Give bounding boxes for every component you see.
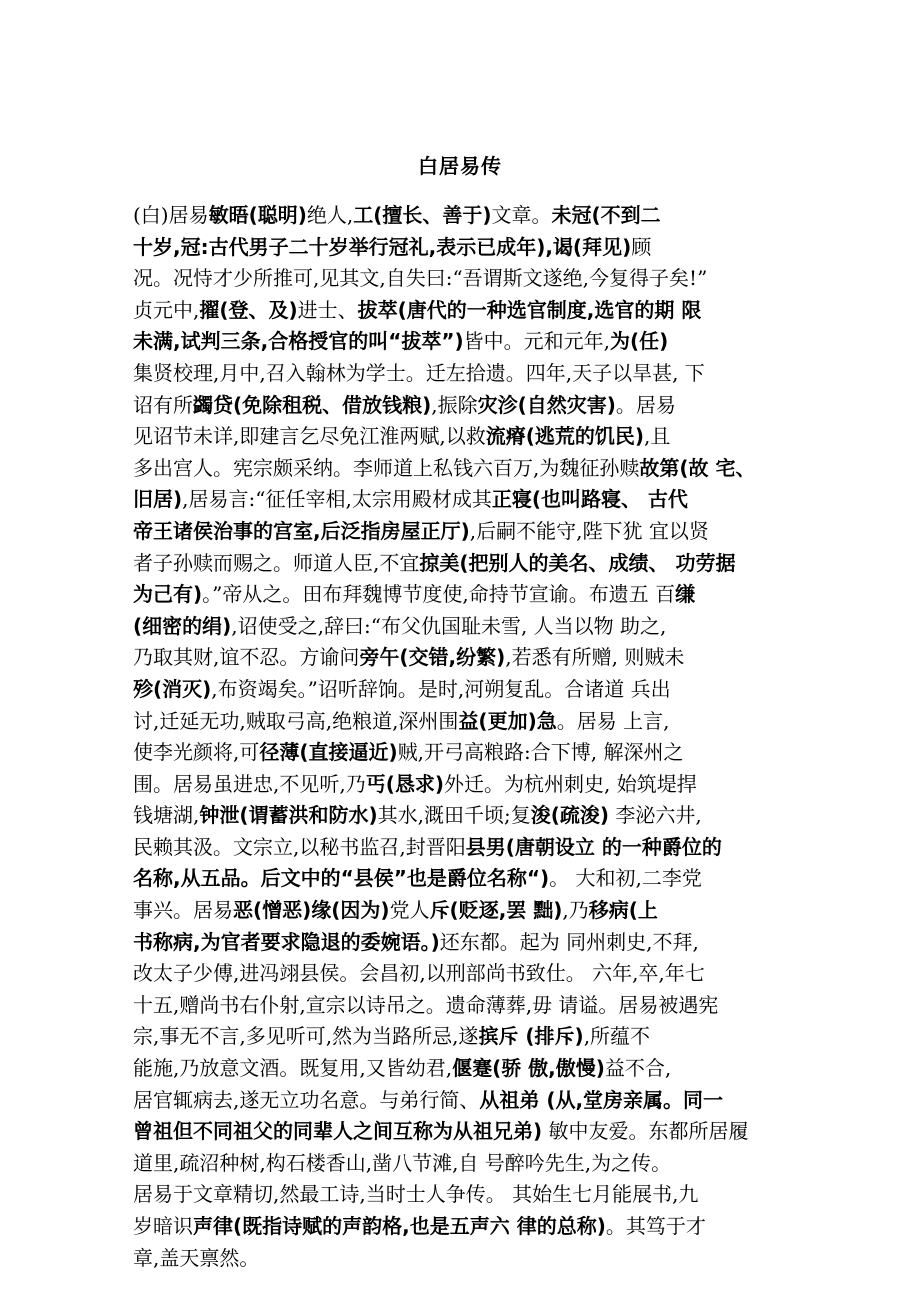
text-line [133, 484, 805, 516]
annotation-text: 帝王诸侯治事的宫室,后泛指房屋正厅) [133, 518, 470, 543]
body-text-run: 事兴。居易 [133, 898, 233, 923]
annotation-text: 缣 [675, 582, 696, 607]
text-line [133, 1148, 805, 1180]
annotation-text: 益(更加)急 [458, 708, 557, 733]
text-line [133, 1211, 805, 1243]
body-text-run: 民赖其汲。文宗立,以秘书监召,封晋阳 [133, 834, 466, 859]
body-text-run: 党人 [389, 898, 430, 923]
annotation-text: 蠲贷(免除租税、借放钱粮) [193, 392, 432, 417]
body-text-run: 居官辄病去,遂无立功名意。与弟行简、 [133, 1087, 480, 1112]
body-text-run: 道里,疏沼种树,构石楼香山,凿八节滩,自 号醉吟先生,为之传。 [133, 1150, 672, 1175]
text-line [133, 611, 805, 643]
annotation-text: (细密的绢) [133, 613, 232, 638]
annotation-text: 名称,从五品。后文中的“县侯”也是爵位名称“) [133, 866, 550, 891]
body-text-run: 集贤校理,月中,召入翰林为学士。迁左拾遗。四年,天子以旱甚, 下 [133, 360, 705, 385]
annotation-text: 灾沴(自然灾害) [477, 392, 616, 417]
body-text-run: 文章。 [491, 203, 552, 227]
annotation-text: 为(任) [609, 329, 669, 354]
document-title: 白居易传 [418, 154, 502, 178]
body-text-run: 贞元中, [133, 297, 200, 322]
body-text-run: 进士、 [297, 297, 358, 322]
text-line [133, 548, 805, 580]
annotation-text: 曾祖但不同祖父的同辈人之间互称为从祖兄弟) [133, 1119, 543, 1144]
annotation-text: 擢(登、及) [199, 297, 298, 322]
annotation-text: 殄(消灭) [133, 676, 212, 701]
body-text-run: ,且 [644, 424, 671, 449]
annotation-text: 正寝(也叫路寝、 古代 [491, 487, 688, 512]
annotation-text: 径薄(直接逼近) [259, 740, 398, 765]
body-text-run: 十五,赠尚书右仆射,宣宗以诗吊之。遗命薄葬,毋 请谥。居易被遇宪 [133, 992, 719, 1017]
body-text-run: 居易于文章精切,然最工诗,当时士人争传。 其始生七月能展书,九 [133, 1182, 699, 1207]
body-text-run: 。其笃于才 [605, 1214, 706, 1238]
body-text-run: ,所蕴不 [583, 1024, 651, 1049]
annotation-text: 掠美(把别人的美名、成绩、 功劳据 [419, 550, 736, 575]
text-line [133, 200, 805, 232]
body-text-run: 诏有所 [133, 392, 193, 417]
annotation-text: 书称病,为官者要求隐退的委婉语。) [133, 929, 440, 954]
text-line [133, 1243, 805, 1275]
text-line [133, 927, 805, 959]
annotation-text: 声律(既指诗赋的声韵格,也是五声六 律的总称) [193, 1214, 606, 1238]
body-text-run: 。居易 [615, 392, 676, 417]
body-text-run: ,居易言:“征任宰相,太宗用殿材成其 [182, 487, 492, 512]
annotation-text: 丐(恳求) [365, 771, 444, 796]
annotation-text: 旧居) [133, 487, 183, 512]
body-text-run: 乃取其财,谊不忍。方谕问 [133, 645, 360, 670]
text-line [133, 516, 805, 548]
text-line [133, 990, 805, 1022]
body-text-run: 讨,迁延无功,贼取弓高,绝粮道,深州围 [133, 708, 459, 733]
body-text-run: 围。居易虽进忠,不见听,乃 [133, 771, 366, 796]
body-text-run: 。居易 上言, [556, 708, 670, 733]
annotation-text: 摈斥 (排斥) [478, 1024, 584, 1049]
annotation-text: 钟泄(谓蓄洪和防水) [199, 803, 378, 828]
body-text-run: 多出宫人。宪宗颇采纳。李师道上私钱六百万,为魏征孙赎 [133, 455, 640, 480]
text-line [133, 1179, 805, 1211]
text-line [133, 232, 805, 264]
body-text-run: 益不合, [604, 1056, 672, 1081]
body-text-run: 顾 [631, 234, 652, 259]
body-text-run: 皆中。元和元年, [463, 329, 610, 354]
text-line [133, 295, 805, 327]
annotation-text: 移病(上 [588, 898, 658, 923]
annotation-text: 浚(疏浚) [530, 803, 610, 828]
body-text-run: ,乃 [562, 898, 589, 923]
annotation-text: 偃蹇(骄 傲,傲慢) [452, 1056, 605, 1081]
text-line [133, 863, 805, 895]
body-text-run: 改太子少傅,进冯翊县侯。会昌初,以刑部尚书致仕。 六年,卒,年七 [133, 961, 705, 986]
text-line [133, 706, 805, 738]
body-text-run: 其水,溉田千顷;复 [377, 803, 531, 828]
annotation-text: 故第(故 宅、 [639, 455, 756, 480]
text-line [133, 263, 805, 295]
body-text-run: 。”帝从之。田布拜魏博节度使,命持节宣谕。布遗五 百 [202, 582, 676, 607]
annotation-text: 敏晤(聪明) [208, 203, 307, 227]
text-line [133, 832, 805, 864]
body-text-run: 敏中友爱。东都所居履 [542, 1119, 749, 1144]
annotation-text: 工(擅长、善于) [353, 203, 492, 227]
text-line [133, 358, 805, 390]
body-text-run: 宗,事无不言,多见听可,然为当路所忌,遂 [133, 1024, 479, 1049]
body-text-run: 者子孙赎而赐之。师道人臣,不宜 [133, 550, 420, 575]
body-text-run: 李泌六井, [609, 803, 702, 828]
text-line [133, 1021, 805, 1053]
annotation-text: 斥(贬逐,罢 黜) [429, 898, 563, 923]
body-text-run: ,后嗣不能守,陛下犹 宜以贤 [469, 518, 709, 543]
annotation-text: 拔萃(唐代的一种选官制度,选官的期 限 [357, 297, 702, 322]
body-text-run: 岁暗识 [133, 1214, 193, 1238]
text-line [133, 1085, 805, 1117]
annotation-text: 十岁,冠:古代男子二十岁举行冠礼,表示已成年),谒(拜见) [133, 234, 632, 259]
annotation-text: 未满,试判三条,合格授官的叫“拔萃”) [133, 329, 464, 354]
body-text-run: ,布资竭矣。”诏听辞饷。是时,河朔复乱。合诸道 兵出 [211, 676, 671, 701]
text-line [133, 1116, 805, 1148]
annotation-text: 县男(唐朝设立 的一种爵位的 [465, 834, 722, 859]
body-text-run: 况。况恃才少所推可,见其文,自失曰:“吾谓斯文遂绝,今复得子矣!” [133, 266, 708, 291]
text-line [133, 800, 805, 832]
text-line [133, 895, 805, 927]
body-text-run: 章,盖天禀然。 [133, 1245, 260, 1270]
annotation-text: 从祖弟 (从,堂房亲属。同一 [479, 1087, 724, 1112]
body-text-run: 使李光颜将,可 [133, 740, 260, 765]
text-line [133, 579, 805, 611]
annotation-text: 旁午(交错,纷繁) [359, 645, 506, 670]
body-text-run: 钱塘湖, [133, 803, 200, 828]
body-text-run: (白)居易 [133, 203, 209, 227]
body-text-run: 贼,开弓高粮路:合下博, 解深州之 [397, 740, 684, 765]
document-body [133, 200, 805, 1274]
body-text-run: 能施,乃放意文酒。既复用,又皆幼君, [133, 1056, 453, 1081]
annotation-text: 流瘠(逃荒的饥民) [485, 424, 644, 449]
body-text-run: ,振除 [431, 392, 478, 417]
body-text-run: 。 大和初,二李党 [549, 866, 702, 891]
text-line [133, 642, 805, 674]
body-text-run: 外迁。为杭州刺史, 始筑堤捍 [444, 771, 697, 796]
annotation-text: 恶(憎恶)缘(因为) [233, 898, 390, 923]
text-line [133, 769, 805, 801]
text-line [133, 674, 805, 706]
body-text-run: ,诏使受之,辞曰:“布父仇国耻未雪, 人当以物 助之, [231, 613, 667, 638]
text-line [133, 958, 805, 990]
body-text-run: 见诏节未详,即建言乞尽免江淮两赋,以救 [133, 424, 486, 449]
body-text-run: 还东都。起为 同州刺史,不拜, [439, 929, 699, 954]
body-text-run: 绝人, [306, 203, 354, 227]
body-text-run: ,若悉有所赠, 则贼未 [505, 645, 685, 670]
text-line [133, 326, 805, 358]
annotation-text: 为己有) [133, 582, 203, 607]
text-line [133, 390, 805, 422]
text-line [133, 737, 805, 769]
text-line [133, 421, 805, 453]
annotation-text: 未冠(不到二 [551, 203, 661, 227]
text-line [133, 453, 805, 485]
text-line [133, 1053, 805, 1085]
